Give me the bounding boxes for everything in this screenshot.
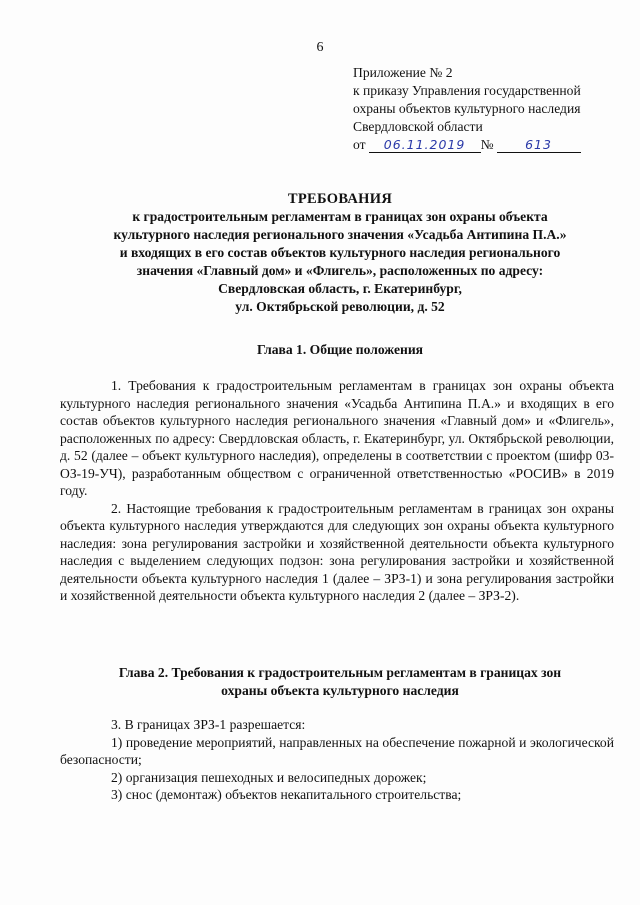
list-item-1: 1) проведение мероприятий, направленных на обеспечение пожарной и экологической безопасности;: [60, 734, 614, 767]
title-line: Свердловская область, г. Екатеринбург,: [218, 281, 462, 296]
page-number: 6: [316, 40, 324, 55]
paragraph-1: 1. Требования к градостроительным регламентам в границах зон охраны объекта культурного наследия регионального значения «Усадьба Антипина П.А.» и входящих в его состав объектов культурного наследия регионального значения «Главный дом» и «Флигель», расположенных по адресу: Свердловская область, г. Екатеринбург, ул. Октябрьской революции, д. 52 (далее – объект культурного наследия), определены в соответствии с проектом (шифр 03-ОЗ-19-УЧ), разработанным обществом с ограниченной ответственностью «РОСИВ» в 2019 году.: [60, 378, 614, 498]
chapter1-heading: Глава 1. Общие положения: [256, 342, 424, 357]
date-field: [369, 138, 481, 153]
number-label: №: [480, 137, 494, 152]
document-title: [60, 190, 620, 316]
chapter2-heading-line: охраны объекта культурного наследия: [221, 683, 459, 698]
paragraph-2: 2. Настоящие требования к градостроительным регламентам в границах зон охраны объекта культурного наследия утверждаются для следующих зон охраны объекта культурного наследия: зона регулирования застройки и хозяйственной деятельности объекта культурного наследия с выделением следующих подзон: зона регулирования застройки и хозяйственной деятельности объекта культурного наследия 1 (далее – ЗРЗ-1) и зона регулирования застройки и хозяйственной деятельности объекта культурного наследия 2 (далее – ЗРЗ-2).: [60, 500, 614, 603]
title-line: ул. Октябрьской революции, д. 52: [235, 299, 445, 314]
date-prefix: от: [353, 137, 366, 152]
number-field: [497, 138, 581, 153]
paragraph-3-intro: 3. В границах ЗРЗ-1 разрешается:: [111, 717, 306, 732]
chapter2-heading: [60, 664, 620, 700]
appendix-date-row: [353, 136, 623, 154]
title-heading: ТРЕБОВАНИЯ: [287, 191, 393, 207]
appendix-header: [353, 64, 623, 154]
title-line: значения «Главный дом» и «Флигель», расположенных по адресу:: [136, 263, 544, 278]
handwritten-number: 613: [525, 137, 552, 152]
appendix-line: Свердловской области: [353, 119, 483, 134]
appendix-line: к приказу Управления государственной: [353, 83, 581, 98]
list-item-3: 3) снос (демонтаж) объектов некапитального строительства;: [111, 787, 462, 802]
title-line: и входящих в его состав объектов культурного наследия регионального: [119, 245, 561, 260]
chapter2-heading-line: Глава 2. Требования к градостроительным регламентам в границах зон: [118, 665, 562, 680]
appendix-line: Приложение № 2: [353, 65, 453, 80]
appendix-line: охраны объектов культурного наследия: [353, 101, 581, 116]
title-line: к градостроительным регламентам в границах зон охраны объекта: [132, 209, 548, 224]
title-line: культурного наследия регионального значения «Усадьба Антипина П.А.»: [113, 227, 567, 242]
chapter2-body: [60, 716, 614, 804]
handwritten-date: 06.11.2019: [383, 137, 466, 152]
list-item-2: 2) организация пешеходных и велосипедных дорожек;: [111, 769, 427, 785]
chapter1-body: [60, 377, 614, 605]
